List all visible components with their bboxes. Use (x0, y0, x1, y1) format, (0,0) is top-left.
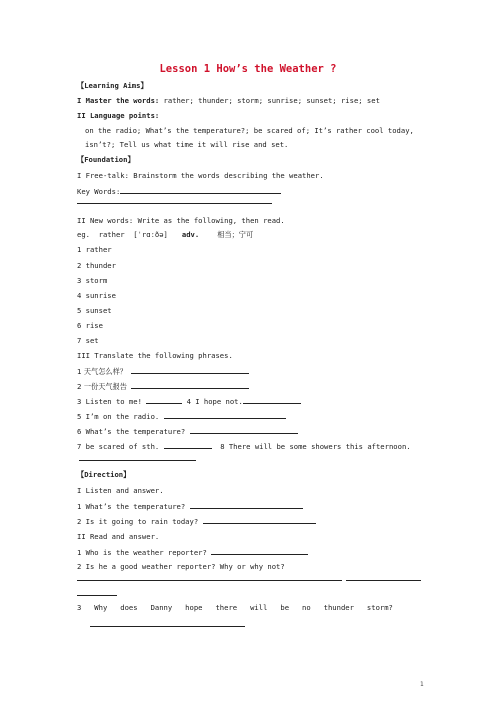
phrase-7-8 (77, 441, 411, 451)
learning-aims-heading: 【Learning Aims】 (77, 81, 148, 90)
key-words-blank[interactable] (120, 186, 281, 194)
word-item: 3 storm (77, 276, 108, 285)
read-question-2: 2 Is he a good weather reporter? Why or why not? (77, 562, 285, 571)
read-question-3: 3 Why does Danny hope there will be no thunder storm? (77, 603, 393, 612)
foundation-heading: 【Foundation】 (77, 155, 135, 164)
key-words-blank-line2[interactable] (77, 203, 272, 204)
key-words-line (77, 186, 281, 196)
phrase-2 (77, 381, 249, 391)
listen-heading: I Listen and answer. (77, 486, 164, 495)
phrase-7-text: 7 be scared of sth. (77, 442, 160, 451)
phrase-3-4 (77, 396, 301, 406)
phrase-5-blank[interactable] (164, 411, 286, 419)
master-words-label: I Master the words: (77, 96, 160, 105)
new-words-line: II New words: Write as the following, then read. (77, 216, 285, 225)
phrase-2-blank[interactable] (131, 381, 249, 389)
read-question-3-blank[interactable] (90, 626, 245, 627)
example-pos: adv. (181, 230, 200, 239)
word-item: 7 set (77, 336, 99, 345)
example-word: eg. rather [ˈrɑːðə] (77, 230, 168, 239)
phrase-8-blank[interactable] (79, 460, 196, 461)
phrase-1 (77, 366, 249, 376)
question-1-text: 1 What’s the temperature? (77, 502, 186, 511)
page-number: 1 (420, 681, 424, 688)
phrase-8-text: 8 There will be some showers this afternoon. (220, 442, 411, 451)
example-meaning: 相当；宁可 (217, 230, 254, 239)
read-question-2-blank-b[interactable] (346, 580, 421, 581)
language-points-line2: isn’t?; Tell us what time it will rise and set. (85, 140, 289, 149)
word-item: 2 thunder (77, 261, 116, 270)
phrase-4-text: 4 I hope not. (186, 397, 243, 406)
word-item: 1 rather (77, 245, 112, 254)
phrase-3-text: 3 Listen to me! (77, 397, 142, 406)
key-words-label: Key Words: (77, 187, 121, 196)
phrase-4-blank[interactable] (243, 396, 301, 404)
phrase-1-blank[interactable] (131, 366, 249, 374)
word-item: 5 sunset (77, 306, 112, 315)
read-question-1-text: 1 Who is the weather reporter? (77, 548, 207, 557)
phrase-6-text: 6 What’s the temperature? (77, 427, 186, 436)
phrase-1-text: 1 天气怎么样？ (77, 367, 127, 376)
question-2-text: 2 Is it going to rain today? (77, 517, 199, 526)
example-line (77, 230, 253, 239)
free-talk-line: I Free-talk: Brainstorm the words describing the weather. (77, 171, 324, 180)
translate-heading: III Translate the following phrases. (77, 351, 233, 360)
phrase-2-text: 2 一份天气报告 (77, 382, 127, 391)
question-2 (77, 516, 316, 526)
phrase-3-blank[interactable] (146, 396, 182, 404)
read-question-1-blank[interactable] (211, 547, 308, 555)
read-question-2-blank[interactable] (77, 580, 342, 581)
phrase-5-text: 5 I’m on the radio. (77, 412, 160, 421)
question-1 (77, 501, 303, 511)
direction-heading: 【Direction】 (77, 470, 131, 479)
question-2-blank[interactable] (203, 516, 316, 524)
read-question-1 (77, 547, 308, 557)
phrase-7-blank[interactable] (164, 441, 212, 449)
language-points-line1: on the radio; What’s the temperature?; be scared of; It’s rather cool today, (85, 126, 414, 135)
master-words-line (77, 96, 380, 105)
page-title: Lesson 1 How’s the Weather ? (159, 63, 337, 75)
word-item: 6 rise (77, 321, 103, 330)
master-words-list: rather; thunder; storm; sunrise; sunset; rise; set (159, 96, 380, 105)
language-points-heading: II Language points: (77, 111, 160, 120)
read-question-2-blank-c[interactable] (77, 595, 117, 596)
word-item: 4 sunrise (77, 291, 116, 300)
phrase-6 (77, 426, 298, 436)
phrase-6-blank[interactable] (190, 426, 298, 434)
read-heading: II Read and answer. (77, 532, 160, 541)
question-1-blank[interactable] (190, 501, 303, 509)
phrase-5 (77, 411, 286, 421)
